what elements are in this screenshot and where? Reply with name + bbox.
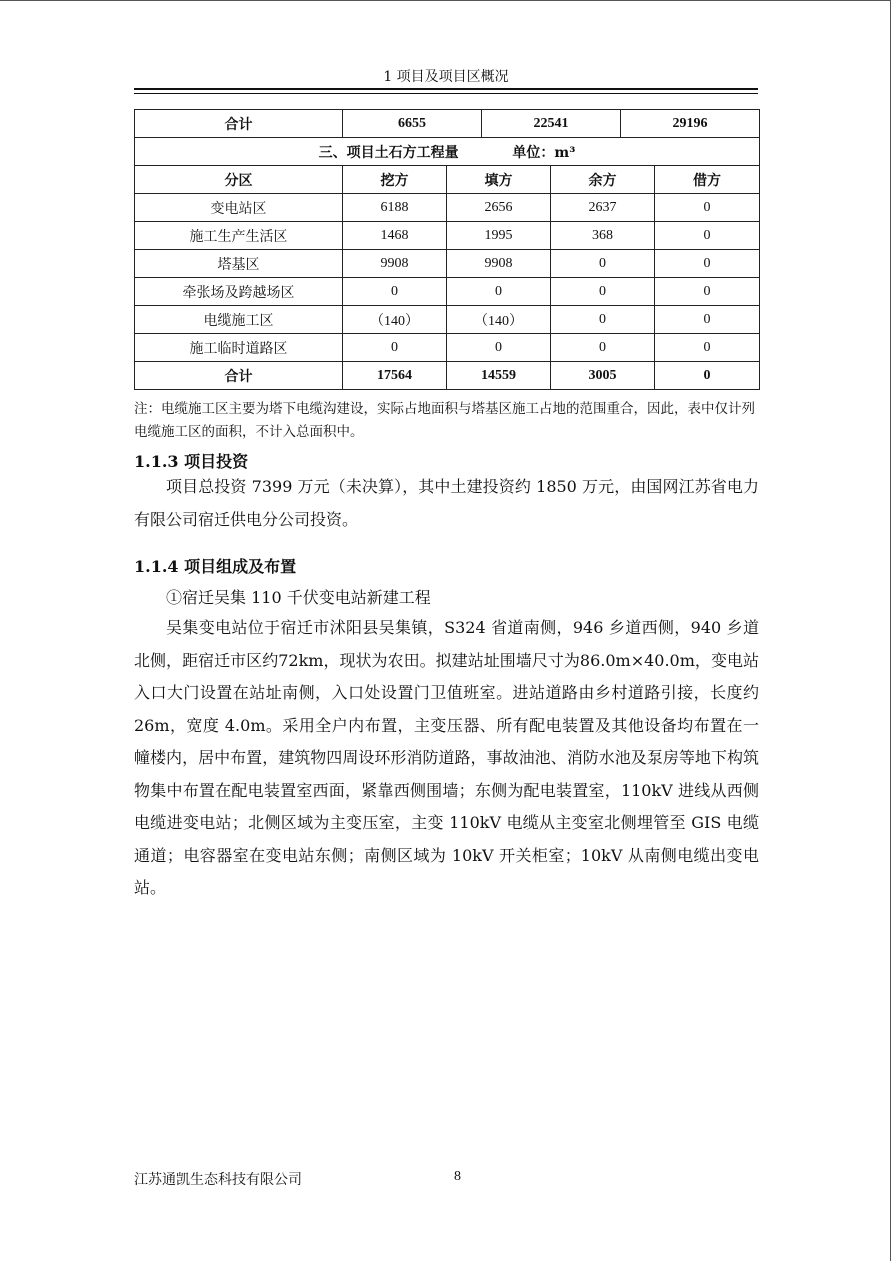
- table-header-row: [135, 166, 760, 194]
- cell: 0: [655, 306, 760, 334]
- cell: （140）: [447, 306, 551, 334]
- cell: 0: [551, 306, 655, 334]
- table-row: [135, 194, 760, 222]
- cell: 0: [343, 334, 447, 362]
- paragraph-substation: 吴集变电站位于宿迁市沭阳县吴集镇，S324 省道南侧，946 乡道西侧，940 乡道北侧，距宿迁市区约72km，现状为农田。拟建站址围墙尺寸为86.0m×40.0m，变电站入口大门设置在站址南侧，入口处设置门卫值班室。进站道路由乡村道路引接，长度约 26m，宽度 4.0m。采用全户内布置，主变压器、所有配电装置及其他设备均布置在一幢楼内，居中布置，建筑物四周设环形消防道路，事故油池、消防水池及泵房等地下构筑物集中布置在配电装置室西面，紧靠西侧围墙；东侧为配电装置室，110kV 进线从西侧电缆进变电站；北侧区域为主变压室，主变 110kV 电缆从主变室北侧埋管至 GIS 电缆通道；电容器室在变电站东侧；南侧区域为 10kV 开关柜室；10kV 从南侧电缆出变电站。: [134, 618, 759, 897]
- table-row: [135, 334, 760, 362]
- cell: 塔基区: [135, 250, 343, 278]
- cell: （140）: [343, 306, 447, 334]
- cell: 0: [655, 334, 760, 362]
- cell: 0: [655, 362, 760, 390]
- cell: 9908: [447, 250, 551, 278]
- section-heading-1-1-3: 1.1.3 项目投资: [134, 452, 249, 471]
- cell: 1468: [343, 222, 447, 250]
- cell: 0: [551, 334, 655, 362]
- paragraph-investment: 项目总投资 7399 万元（未决算），其中土建投资约 1850 万元，由国网江苏省电力有限公司宿迁供电分公司投资。: [134, 477, 759, 529]
- col-header: 借方: [655, 166, 760, 194]
- running-header: 1 项目及项目区概况: [383, 69, 509, 85]
- cell: 0: [447, 278, 551, 306]
- table-unit: 单位：m³: [512, 144, 576, 161]
- table-row: [135, 250, 760, 278]
- total-row: [135, 110, 760, 138]
- cell: 0: [551, 278, 655, 306]
- cell: 0: [655, 222, 760, 250]
- col-header: 填方: [447, 166, 551, 194]
- cell: 0: [655, 278, 760, 306]
- total-label: 合计: [135, 110, 343, 138]
- cell: 合计: [135, 362, 343, 390]
- cell: 1995: [447, 222, 551, 250]
- cell: 2637: [551, 194, 655, 222]
- cell: 0: [343, 278, 447, 306]
- table-row: [135, 222, 760, 250]
- cell: 0: [447, 334, 551, 362]
- table-row: [135, 278, 760, 306]
- section-heading-1-1-4: 1.1.4 项目组成及布置: [134, 557, 297, 576]
- cell: 0: [551, 250, 655, 278]
- cell: 3005: [551, 362, 655, 390]
- total-value: 22541: [482, 110, 621, 138]
- header-rule-thin: [134, 93, 758, 94]
- cell: 14559: [447, 362, 551, 390]
- footer-company: 江苏通凯生态科技有限公司: [134, 1172, 302, 1188]
- total-value: 29196: [621, 110, 760, 138]
- cell: 0: [655, 194, 760, 222]
- cell: 2656: [447, 194, 551, 222]
- cell: 0: [655, 250, 760, 278]
- cell: 牵张场及跨越场区: [135, 278, 343, 306]
- cell: 9908: [343, 250, 447, 278]
- table-total-row: [135, 362, 760, 390]
- col-header: 挖方: [343, 166, 447, 194]
- cell: 电缆施工区: [135, 306, 343, 334]
- total-value: 6655: [343, 110, 482, 138]
- previous-table-total: [134, 109, 760, 138]
- cell: 6188: [343, 194, 447, 222]
- cell: 施工临时道路区: [135, 334, 343, 362]
- page-number: 8: [454, 1169, 461, 1184]
- table-title-text: 三、项目土石方工程量: [318, 144, 459, 161]
- table-row: [135, 306, 760, 334]
- col-header: 余方: [551, 166, 655, 194]
- table-note: 注：电缆施工区主要为塔下电缆沟建设，实际占地面积与塔基区施工占地的范围重合，因此，表中仅计列电缆施工区的面积，不计入总面积中。: [134, 401, 755, 440]
- table-title: [135, 138, 760, 166]
- cell: 17564: [343, 362, 447, 390]
- header-rule-thick: [134, 88, 758, 90]
- col-header: 分区: [135, 166, 343, 194]
- subheading-substation: ①宿迁吴集 110 千伏变电站新建工程: [166, 588, 431, 607]
- cell: 施工生产生活区: [135, 222, 343, 250]
- cell: 变电站区: [135, 194, 343, 222]
- earthwork-table: [134, 137, 760, 390]
- cell: 368: [551, 222, 655, 250]
